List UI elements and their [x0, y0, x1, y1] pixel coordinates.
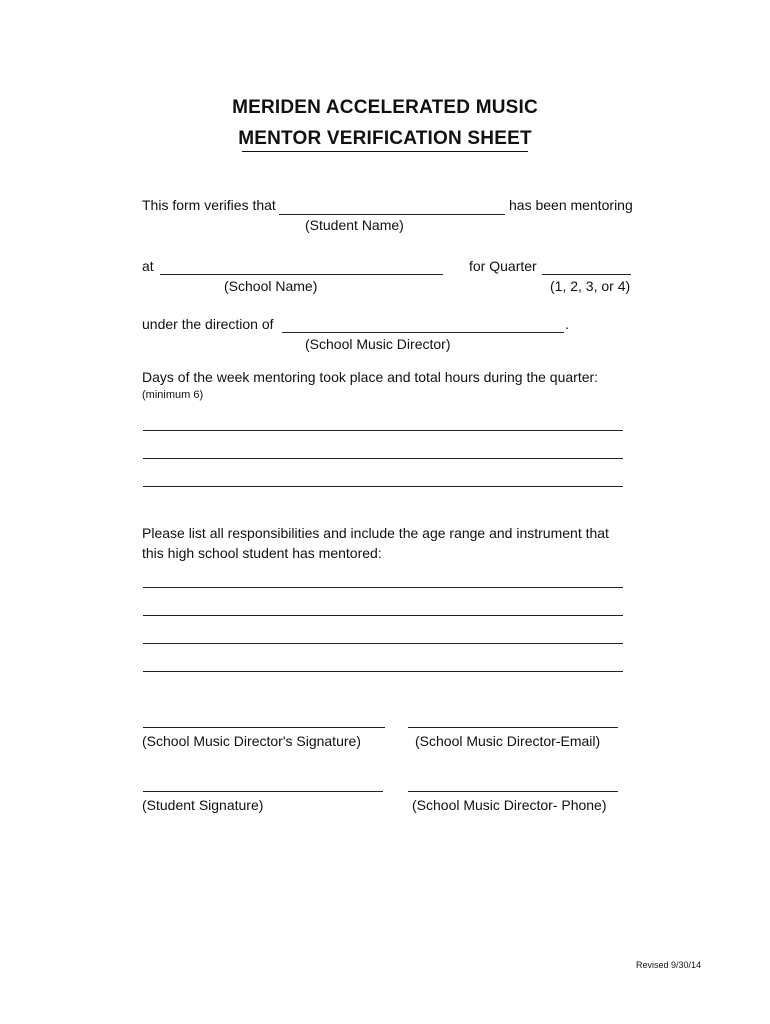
director-phone-caption: (School Music Director- Phone) [412, 797, 607, 813]
student-signature-line[interactable] [143, 791, 383, 792]
days-answer-line[interactable] [143, 468, 623, 487]
school-name-caption: (School Name) [224, 278, 318, 294]
quarter-caption: (1, 2, 3, or 4) [550, 278, 631, 294]
days-answer-line[interactable] [143, 440, 623, 459]
days-minimum-note: (minimum 6) [142, 389, 204, 401]
revised-date: Revised 9/30/14 [636, 960, 702, 970]
quarter-field[interactable] [542, 256, 631, 275]
school-prefix: at [142, 258, 154, 274]
responsibilities-question-line2: this high school student has mentored: [142, 545, 382, 561]
director-prefix: under the direction of [142, 316, 274, 332]
form-title-line1: MERIDEN ACCELERATED MUSIC [232, 97, 538, 118]
form-title-line2: MENTOR VERIFICATION SHEET [238, 128, 532, 149]
director-email-line[interactable] [408, 727, 618, 728]
student-signature-caption: (Student Signature) [142, 797, 264, 813]
director-caption: (School Music Director) [305, 336, 451, 352]
school-name-field[interactable] [160, 256, 443, 275]
title-underline [242, 151, 528, 152]
responsibilities-answer-line[interactable] [143, 569, 623, 588]
director-email-caption: (School Music Director-Email) [415, 733, 601, 749]
responsibilities-answer-line[interactable] [143, 653, 623, 672]
director-signature-caption: (School Music Director's Signature) [142, 733, 361, 749]
music-director-field[interactable] [282, 314, 564, 333]
days-answer-line[interactable] [143, 412, 623, 431]
responsibilities-answer-line[interactable] [143, 597, 623, 616]
quarter-label: for Quarter [469, 258, 537, 274]
director-period: . [565, 316, 569, 332]
verify-suffix: has been mentoring [509, 197, 633, 213]
student-name-field[interactable] [279, 196, 505, 215]
student-name-caption: (Student Name) [305, 217, 404, 233]
responsibilities-question-line1: Please list all responsibilities and include the age range and instrument that [142, 525, 609, 541]
director-signature-line[interactable] [143, 727, 385, 728]
days-question: Days of the week mentoring took place and total hours during the quarter: [142, 369, 599, 385]
responsibilities-answer-line[interactable] [143, 625, 623, 644]
director-phone-line[interactable] [408, 791, 618, 792]
verify-prefix: This form verifies that [142, 197, 276, 213]
